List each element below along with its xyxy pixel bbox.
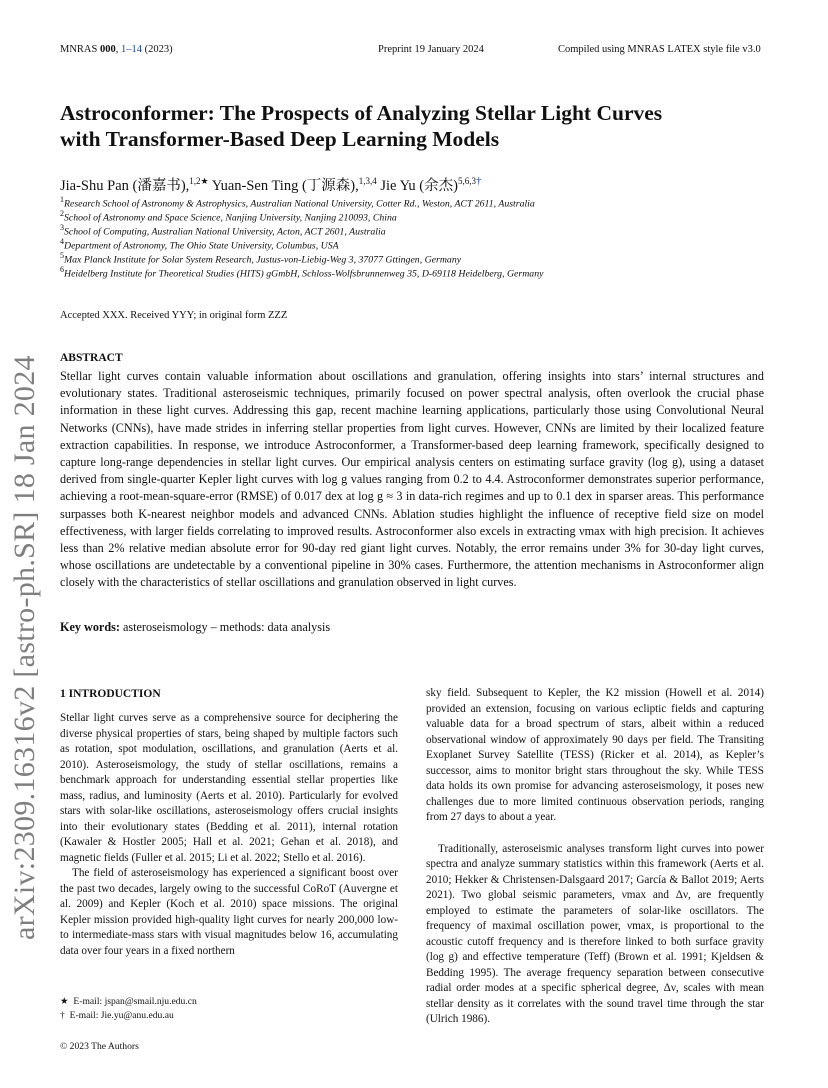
affiliation-6: $^6$Heidelberg Institute for Theoretical Studies (HITS) gGmbH, Schloss-Wolfsbrunnenweg 35, D-69118 Heidelberg, Germany — [60, 265, 544, 280]
paper-title — [60, 100, 760, 152]
title-line-1: Astroconformer: The Prospects of Analyzing Stellar Light Curves — [60, 101, 663, 125]
intro-paragraph-1: Stellar light curves serve as a comprehensive source for deciphering the diverse physical properties of stars, being shaped by multiple factors such as rotation, spot modulation, oscillations, and granulation (Aerts et al. 2010). Asteroseismology, the study of stellar oscillations, remains a benchmark approach for understanding essential stellar properties like mass, radius, and luminosity (Aerts et al. 2010). Particularly for evolved stars with solar-like oscillations, asteroseismology offers crucial insights into their evolutionary states (Bedding et al. 2011), internal rotation (Kawaler & Hostler 2005; Hall et al. 2021; Gehan et al. 2018), and magnetic fields (Fuller et al. 2015; Li et al. 2022; Stello et al. 2016). — [60, 712, 398, 864]
abstract-body: Stellar light curves contain valuable information about oscillations and granulation, offering insights into stars’ internal structures and evolutionary states. Traditional asteroseismic techniques, primarily focused on power spectral analysis, often overlook the crucial phase information in these light curves. Addressing this gap, recent machine learning applications, particularly those using Convolutional Neural Networks (CNNs), have made strides in inferring stellar properties from light curves. However, CNNs are limited by their localized feature extraction capabilities. In response, we introduce Astroconformer, a Transformer-based deep learning framework, specifically designed to capture long-range dependencies in stellar light curves. Our empirical analysis centers on estimating surface gravity (log g), using a dataset derived from single-quarter Kepler light curves with log g values ranging from 0.2 to 4.4. Astroconformer demonstrates superior performance, achieving a root-mean-square-error (RMSE) of 0.017 dex at log g ≈ 3 in data-rich regimes and up to 0.1 dex in sparser areas. This performance surpasses both K-nearest neighbor models and advanced CNNs. Ablation studies highlight the influence of receptive field size on model effectiveness, with larger fields correlating to improved results. Astroconformer also excels in extracting νmax with high precision. It achieves less than 2% relative median absolute error for 90-day red giant light curves. Notably, the error remains under 3% for 30-day light curves, whose oscillations are undetectable by a conventional pipeline in 30% cases. Furthermore, the attention mechanisms in Astroconformer align closely with the characteristics of stellar oscillations and granulation observed in light curves. — [60, 369, 764, 590]
page-range-link[interactable]: 1–14 — [120, 44, 142, 55]
acceptance-line: Accepted XXX. Received YYY; in original form ZZZ — [60, 310, 288, 321]
author-2-affil: 1,3,4 — [358, 176, 377, 187]
intro-paragraph-2: The field of asteroseismology has experienced a significant boost over the past two decades, largely owing to the successful CoRoT (Auvergne et al. 2009) and Kepler (Koch et al. 2010) space missions. The original Kepler mission provided high-quality light curves for nearly 200,000 low- to intermediate-mass stars with visual magnitudes below 16, accumulating data over four years in a fixed northern — [60, 867, 398, 957]
intro-paragraph-4: Traditionally, asteroseismic analyses transform light curves into power spectra and analyze summary statistics within this framework (Aerts et al. 2010; Hekker & Christensen-Dalsgaard 2017; García & Ballot 2019; Aerts 2021). Two global seismic parameters, νmax and Δν, are frequently employed to estimate the parameters of solar-like oscillators. The frequency of maximal oscillation power, νmax, is proportional to the acoustic cutoff frequency and is therefore linked to both surface gravity (log g) and effective temperature (Teff) (Brown et al. 1991; Kjeldsen & Bedding 1995). The average frequency separation between consecutive radial order modes at a specific spherical degree, Δν, scales with mean stellar density as it correlates with the sound travel time through the star (Ulrich 1986). — [426, 842, 764, 1025]
keywords — [60, 620, 330, 635]
author-3-footnote-mark[interactable]: † — [475, 175, 482, 188]
footnote-dagger-mark: † — [60, 1010, 65, 1021]
email-1: E-mail: jspan@smail.nju.edu.cn — [73, 996, 197, 1007]
keywords-text: asteroseismology – methods: data analysis — [119, 620, 331, 634]
keywords-label: Key words: — [60, 620, 120, 634]
affiliation-2: $^2$School of Astronomy and Space Science, Nanjing University, Nanjing 210093, China — [60, 209, 397, 224]
email-2: E-mail: Jie.yu@anu.edu.au — [69, 1010, 174, 1021]
abstract-heading: ABSTRACT — [60, 352, 123, 364]
copyright: © 2023 The Authors — [60, 1041, 139, 1052]
arxiv-stamp: arXiv:2309.16316v2 [astro-ph.SR] 18 Jan 2024 — [8, 355, 41, 940]
running-header-left: MNRAS 000, 1–14 (2023) — [60, 44, 173, 55]
affiliation-5: $^5$Max Planck Institute for Solar System Research, Justus-von-Liebig-Weg 3, 37077 Gttingen, Germany — [60, 251, 462, 266]
running-header-center: Preprint 19 January 2024 — [378, 44, 484, 55]
author-list — [60, 174, 481, 195]
left-column — [60, 711, 398, 959]
author-2: Yuan-Sen Ting (丁源森), — [208, 178, 359, 194]
title-line-2: with Transformer-Based Deep Learning Models — [60, 127, 500, 151]
author-3-affil: 5,6,3 — [457, 176, 476, 187]
author-1: Jia-Shu Pan (潘嘉书), — [60, 178, 190, 194]
affiliation-3: $^3$School of Computing, Australian National University, Acton, ACT 2601, Australia — [60, 223, 386, 238]
running-header-right: Compiled using MNRAS LATEX style file v3.0 — [558, 44, 761, 55]
author-1-affil: 1,2★ — [189, 176, 209, 187]
footnote-star-mark: ★ — [60, 996, 69, 1007]
affiliation-1: $^1$Research School of Astronomy & Astrophysics, Australian National University, Cotter Rd., Weston, ACT 2611, Australia — [60, 195, 535, 210]
author-3: Jie Yu (余杰) — [376, 178, 458, 194]
right-column — [426, 686, 764, 1028]
footnote-1 — [60, 996, 197, 1007]
footnote-2 — [60, 1010, 174, 1021]
affiliation-4: $^4$Department of Astronomy, The Ohio State University, Columbus, USA — [60, 237, 339, 252]
section-heading-introduction: 1 INTRODUCTION — [60, 688, 161, 700]
intro-paragraph-3: sky field. Subsequent to Kepler, the K2 mission (Howell et al. 2014) provided an extension, focusing on various ecliptic fields and capturing valuable data for a broad spectrum of stars, albeit within a reduced observational window of approximately 90 days per field. The Transiting Exoplanet Survey Satellite (TESS) (Ricker et al. 2014), as Kepler’s successor, aims to monitor bright stars throughout the sky. While TESS data holds its own promise for advancing asteroseismology, it poses new challenges due to more limited continuous observation periods, ranging from 27 days to about a year. — [426, 687, 764, 823]
